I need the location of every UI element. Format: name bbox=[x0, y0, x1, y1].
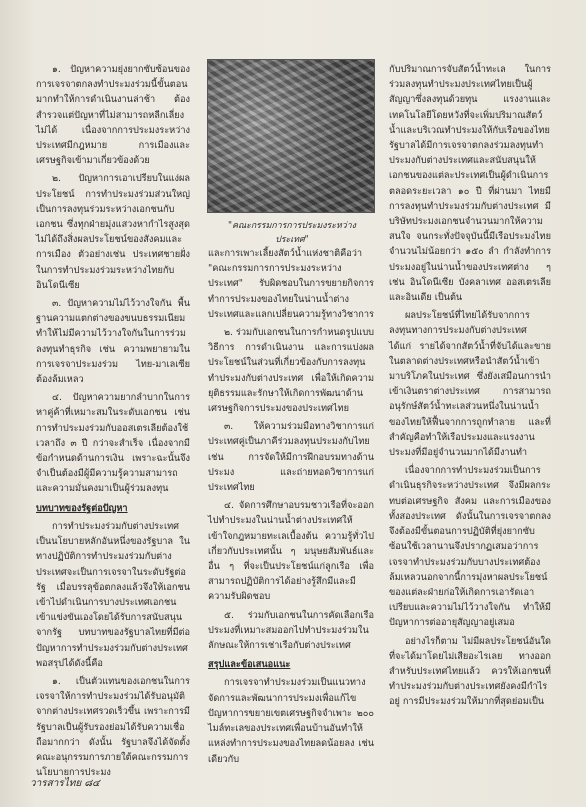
column-right bbox=[389, 62, 551, 713]
paragraph: ๑. เป็นตัวแทนของเอกชนในการเจรจาให้การทำประมงร่วมได้รับอนุมัติจากต่างประเทศรวดเร็วขึ้น เพราะการมีรัฐบาลเป็นผู้รับรองย่อมได้รับความเชื่อถือมากกว่า ดังนั้น รัฐบาลจึงได้จัดตั้งคณะอนุกรรมการภายใต้คณะกรรมการนโยบายการประมง bbox=[36, 675, 190, 779]
paragraph: ๒. ปัญหาการเอาเปรียบในแง่ผลประโยชน์ การทำประมงร่วมส่วนใหญ่เป็นการลงทุนร่วมระหว่างเอกชนกับเอกชน ซึ่งทุกฝ่ายมุ่งแสวงหากำไรสูงสุด ไม่ได้ถึงสิ่งผลประโยชน์ของสังคมและการเมือง ตัวอย่างเช่น ประเทศชายฝั่งในการทำประมงร่วมระหว่างไทยกับอินโดนีเซีย bbox=[36, 173, 190, 291]
paragraph: การทำประมงร่วมกับต่างประเทศเป็นนโยบายหลักอันหนึ่งของรัฐบาล ในทางปฏิบัติการทำประมงร่วมกับต่างประเทศจะเป็นการเจรจาในระดับรัฐต่อรัฐ เมื่อบรรลุข้อตกลงแล้วจึงให้เอกชนเข้าไปดำเนินการบางประเทศเอกชนเข้าแข่งขันเองโดยได้รับการสนับสนุนจากรัฐ บทบาทของรัฐบาลไทยที่มีต่อปัญหาการทำประมงร่วมกับต่างประเทศพอสรุปได้ดังนี้คือ bbox=[36, 520, 190, 669]
paragraph: การเจรจาทำประมงร่วมเป็นแนวทางจัดการและพัฒนาการประมงเพื่อแก้ไขปัญหาการขยายเขตเศรษฐกิจจำเพาะ ๒๐๐ ไมล์ทะเลของประเทศเพื่อนบ้านอันทำให้แหล่งทำการประมงของไทยลดน้อยลง เช่น เดียวกับ bbox=[208, 677, 374, 765]
paragraph: ๕. ร่วมกับเอกชนในการคัดเลือกเรือประมงที่เหมาะสมออกไปทำประมงร่วมในลักษณะให้การเช่าเรือกับต่างประเทศ bbox=[208, 609, 374, 652]
section-heading: บทบาทของรัฐต่อปัญหา bbox=[36, 502, 128, 514]
column-left bbox=[36, 62, 190, 783]
paragraph: ๔. จัดการศึกษาอบรมชาวเรือที่จะออกไปทำประมงในน่านน้ำต่างประเทศให้เข้าใจกฎหมายทะเลเบื้องต้น ความรู้ทั่วไปเกี่ยวกับประเทศนั้น ๆ มนุษยสัมพันธ์และอื่น ๆ ที่จะเป็นประโยชน์แก่ลูกเรือ เพื่อสามารถปฏิบัติการได้อย่างรู้สึกมีและมีความรับผิดชอบ bbox=[208, 500, 374, 603]
paragraph: ๔. ปัญหาความยากลำบากในการหาคู่ค้าที่เหมาะสมในระดับเอกชน เช่น การทำประมงร่วมกับออสเตรเลียต้องใช้เวลาถึง ๓ ปี กว่าจะสำเร็จ เนื่องจากมีข้อกำหนดด้านการเงิน เพราะฉะนั้นจึงจำเป็นต้องมีผู้มีความรู้ความสามารถ และความมั่นคงมาเป็นผู้ร่วมลงทุน bbox=[36, 392, 190, 495]
section-heading: สรุปและข้อเสนอแนะ bbox=[208, 659, 291, 671]
paragraph: ๑. ปัญหาความยุ่งยากซับซ้อนของการเจรจาตกลงทำประมงร่วมนี้ขั้นตอนมากทำให้การดำเนินงานล่าช้า ต้องสำรวจแต่ปัญหาที่ไม่สามารถหลีกเลี่ยงไม่ได้ เนื่องจากการประมงระหว่างประเทศมีกฎหมาย การเมืองและเศรษฐกิจเข้ามาเกี่ยวข้องด้วย bbox=[36, 64, 190, 167]
paragraph: ผลประโยชน์ที่ไทยได้รับจากการลงทุนทางการประมงกับต่างประเทศ ได้แก่ รายได้จากสัตว์น้ำที่จับได้และขายในตลาดต่างประเทศหรือนำสัตว์น้ำเข้ามาบริโภคในประเทศ ซึ่งยังเสมือนการนำเข้าเงินตราต่างประเทศ การสามารถอนุรักษ์สัตว์น้ำทะเลส่วนหนึ่งในน่านน้ำของไทยให้ฟื้นจากการถูกทำลาย และที่สำคัญคือทำให้เรือประมงและแรงงานประมงที่มีอยู่จำนวนมากได้มีงานทำ bbox=[389, 310, 551, 459]
page-footer: วารสารไทย ๘๔ bbox=[30, 778, 100, 789]
column-middle bbox=[208, 246, 374, 770]
paragraph: ๓. ให้ความร่วมมือทางวิชาการแก่ประเทศคู่เป็นภาคีร่วมลงทุนประมงกับไทย เช่น การจัดให้มีการฝึกอบรมทางด้านประมง และถ่ายทอดวิชาการแก่ประเทศไทย bbox=[208, 421, 374, 494]
paragraph: เนื่องจากการทำประมงร่วมเป็นการดำเนินธุรกิจระหว่างประเทศ จึงมีผลกระทบต่อเศรษฐกิจ สังคม และการเมืองของทั้งสองประเทศ ดังนั้นในการเจรจาตกลงจึงต้องมีขั้นตอนการปฏิบัติที่ยุ่งยากซับซ้อนใช้เวลานานจึงปรากฏเสมอว่าการเจรจาทำประมงร่วมกับบางประเทศต้องล้มเหลวนอกจากนี้การมุ่งหาผลประโยชน์ของแต่ละฝ่ายก่อให้เกิดการเอารัดเอาเปรียบและความไม่ไว้วางใจกัน ทำให้มีปัญหาการต่ออายุสัญญาอยู่เสมอ bbox=[389, 465, 551, 629]
paragraph: และการเพาะเลี้ยงสัตว์น้ำแห่งชาติคือว่า "คณะกรรมการการประมงระหว่างประเทศ" รับผิดชอบในการขยายกิจการทำการประมงของไทยในน่านน้ำต่างประเทศและแลกเปลี่ยนความรู้ทางวิชาการ bbox=[208, 248, 374, 320]
paragraph: กับปริมาณการจับสัตว์น้ำทะเล ในการร่วมลงทุนทำประมงประเทศไทยเป็นผู้สัญญาซึ่งลงทุนด้วยทุน แรงงานและเทคโนโลยีโดยหวังที่จะเพิ่มปริมาณสัตว์น้ำและบริเวณทำประมงให้กับเรือของไทย รัฐบาลได้มีการเจรจาตกลงร่วมลงทุนทำประมงกับต่างประเทศและสนับสนุนให้เอกชนของแต่ละประเทศเป็นผู้ดำเนินการ ตลอดระยะเวลา ๑๐ ปี ที่ผ่านมา ไทยมีการลงทุนทำประมงร่วมกับต่างประเทศ มีบริษัทประมงเอกชนจำนวนมากให้ความสนใจ จนกระทั่งปัจจุบันนี้มีเรือประมงไทยจำนวนไม่น้อยกว่า ๑๕๐ ลำ กำลังทำการประมงอยู่ในน่านน้ำของประเทศต่าง ๆ เช่น อินโดนีเซีย บังคลาเทศ ออสเตรเลีย และอินเดีย เป็นต้น bbox=[389, 64, 551, 304]
fish-photo bbox=[207, 59, 375, 213]
photo-caption: "คณะกรรมการการประมงระหว่างประเทศ" bbox=[228, 221, 356, 245]
paragraph: ๓. ปัญหาความไม่ไว้วางใจกัน พื้นฐานความแตกต่างของขนบธรรมเนียม ทำให้ไม่มีความไว้วางใจกันในการร่วมลงทุนทำธุรกิจ เช่น ความพยายามในการเจรจาประมงร่วม ไทย-มาเลเซียต้องล้มเหลว bbox=[36, 298, 190, 386]
paragraph: ๒. ร่วมกับเอกชนในการกำหนดรูปแบบ วิธีการ การดำเนินงาน และการแบ่งผลประโยชน์ในส่วนที่เกี่ยวข้องกับการลงทุนทำประมงกับต่างประเทศ เพื่อให้เกิดความยุติธรรมและรักษาให้เกิดการพัฒนาด้านเศรษฐกิจการประมงของประเทศไทย bbox=[208, 327, 374, 415]
paragraph: อย่างไรก็ตาม ไม่มีผลประโยชน์อันใดที่จะได้มาโดยไม่เสียอะไรเลย ทางออกสำหรับประเทศไทยแล้ว ควรให้เอกชนที่ทำประมงร่วมกับต่างประเทศยังคงมีกำไรอยู่ การมีประมงร่วมให้มากที่สุดย่อมเป็น bbox=[389, 635, 551, 708]
